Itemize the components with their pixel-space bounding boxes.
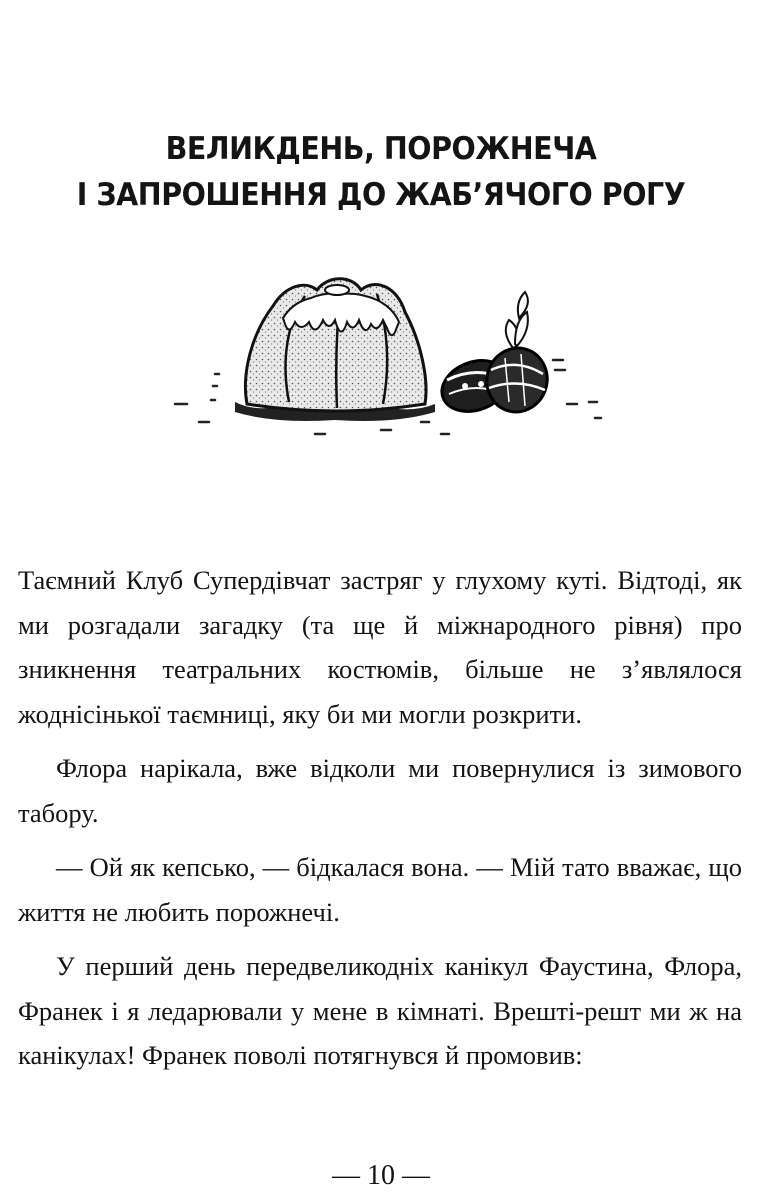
easter-eggs [435,292,554,420]
paragraph-4: У перший день передвеликодніх канікул Фаустина, Флора, Франек і я ледарювали у мене в кімнаті. Врешті-решт ми ж на канікулах! Франек поволі потягнувся й промовив: [18,951,742,1070]
page-number: — 10 — [332,1160,430,1191]
paragraph-2: Флора нарікала, вже відколи ми повернулися із зимового табору. [18,753,742,828]
chapter-title-line-2: І ЗАПРОШЕННЯ ДО ЖАБ’ЯЧОГО РОГУ [76,177,686,213]
chapter-body [18,558,742,1088]
paragraph-1: Таємний Клуб Супердівчат застряг у глухому куті. Відтоді, як ми розгадали загадку (та ще й міжнародного рівня) про зникнення театральних костюмів, більше не з’являлося жоднісінької таємниці, яку би ми могли розкрити. [18,565,742,729]
paragraph-3: — Ой як кепсько, — бідкалася вона. — Мій тато вважає, що життя не любить порожнечі. [18,852,742,927]
chapter-title [30,126,731,218]
chapter-title-line-1: ВЕЛИКДЕНЬ, ПОРОЖНЕЧА [165,131,597,167]
easter-cake-and-eggs-illustration [165,262,615,442]
bundt-cake [245,279,426,411]
